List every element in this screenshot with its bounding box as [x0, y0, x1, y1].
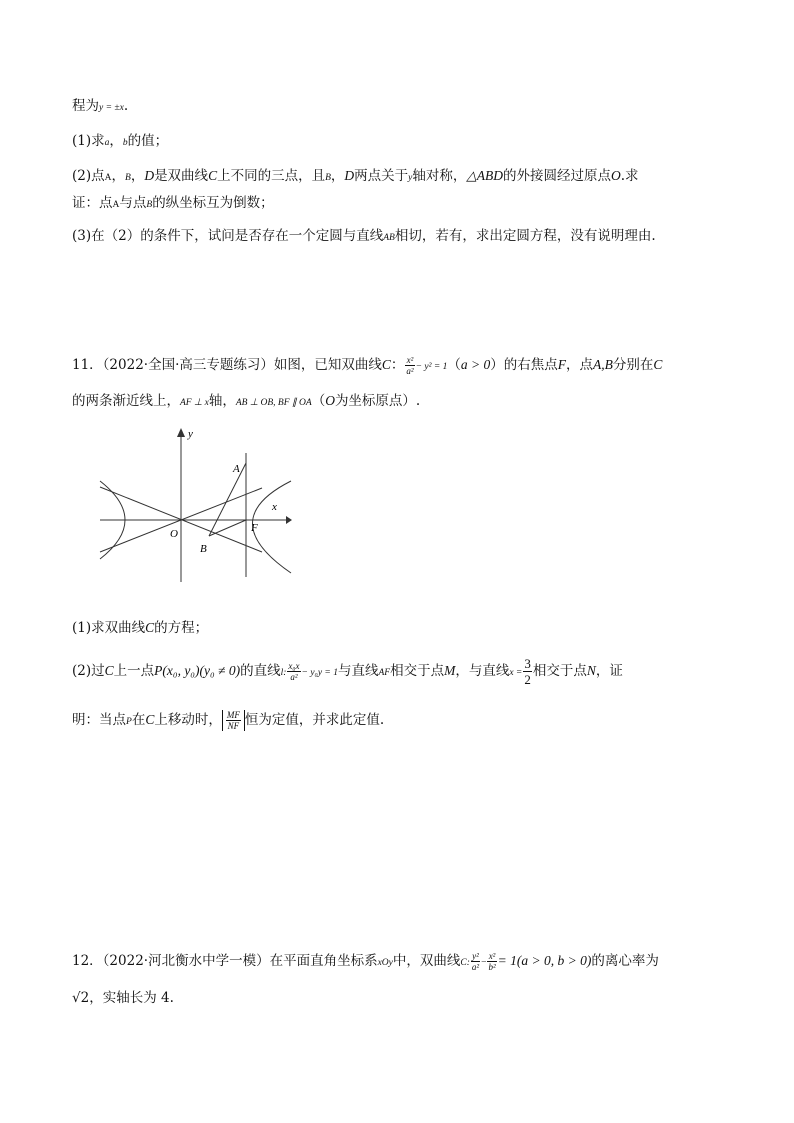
problem11-line1 [72, 355, 662, 377]
text: 12．（2022·河北衡水中学一模）在平面直角坐标系 [72, 953, 378, 969]
text: ， [111, 168, 125, 184]
equation-rest: = 1(a > 0, b > 0) [497, 953, 592, 968]
text: （ [447, 357, 461, 373]
var: xOy [377, 958, 393, 968]
var: C [208, 168, 218, 183]
text: ，证 [595, 663, 623, 679]
label-x: x [272, 501, 277, 513]
text: (2)点 [72, 168, 105, 184]
numerator: x² [488, 951, 496, 961]
var: C [381, 357, 391, 372]
label-B: B [200, 543, 207, 555]
var: M [444, 663, 456, 678]
text: 的两条渐近线上， [72, 393, 180, 409]
text: ： [390, 357, 405, 373]
text: 与点 [119, 195, 147, 211]
text: 上一点 [113, 663, 155, 679]
text: 的纵坐标互为倒数； [152, 195, 274, 211]
text: 轴， [208, 393, 236, 409]
prev-intro-line [72, 96, 128, 118]
text: 的方程； [154, 620, 209, 636]
text: 相交于点 [532, 663, 587, 679]
var: C [145, 712, 155, 727]
prev-q1 [72, 131, 168, 153]
y-axis-arrow [177, 428, 185, 437]
var: F [557, 357, 566, 372]
text: ，与直线 [455, 663, 510, 679]
var: AB [383, 233, 395, 243]
segment-AB [209, 463, 246, 536]
operator: − [481, 958, 487, 968]
text: ，实轴长为 4. [89, 990, 174, 1006]
var: AF [378, 668, 391, 678]
prev-q2-line2 [72, 193, 274, 215]
denominator: b² [488, 962, 496, 972]
condition: AB ⊥ OB, BF ∥ OA [235, 398, 312, 408]
equation-rest: − y₀y = 1 [301, 668, 338, 678]
text: 分别在 [612, 357, 654, 373]
denominator: a² [471, 962, 480, 972]
text: ， [130, 168, 145, 184]
numerator: x₀x [288, 661, 300, 671]
var: A [104, 173, 112, 183]
var: B [146, 200, 153, 210]
text: 相切，若有，求出定圆方程，没有说明理由. [394, 228, 656, 244]
text: (2)过 [72, 663, 105, 679]
problem12-line2 [72, 988, 174, 1008]
segment-BF [209, 520, 246, 536]
text: 明：当点 [72, 712, 126, 728]
text: ， [330, 168, 345, 184]
text: 程为 [72, 98, 99, 114]
text: ， [109, 133, 123, 149]
var: N [586, 663, 596, 678]
numerator: MF [226, 710, 240, 720]
text: ）的右焦点 [490, 357, 558, 373]
equation-rest: − y² = 1 [415, 362, 448, 372]
text: 上移动时， [154, 712, 222, 728]
text: 的值； [127, 133, 169, 149]
var: C: [460, 958, 470, 968]
hyperbola-right-branch [253, 481, 292, 573]
var: C [104, 663, 114, 678]
var: y [408, 173, 413, 183]
text: ，点 [565, 357, 593, 373]
fraction [471, 951, 480, 972]
abs-value [222, 710, 245, 731]
var: C [653, 357, 663, 372]
prev-q2-line1 [72, 166, 639, 188]
label-y: y [188, 428, 193, 440]
label-F: F [251, 522, 258, 534]
label-A: A [233, 463, 240, 475]
text: (1)求 [72, 133, 105, 149]
text: 的直线 [240, 663, 281, 679]
text: . [123, 98, 129, 114]
text: (3)在（2）的条件下，试问是否存在一个定圆与直线 [72, 228, 384, 244]
numerator: 3 [524, 656, 531, 671]
var: B [325, 173, 331, 183]
asymptote-expr: y = ±x [99, 103, 124, 113]
problem11-q2-line1 [72, 656, 623, 687]
condition: AF ⊥ x [180, 398, 209, 408]
var: D [344, 168, 355, 183]
fraction-MF-NF [226, 710, 241, 731]
hyperbola-figure [96, 425, 296, 585]
text: 的外接圆经过原点 [502, 168, 611, 184]
label-O: O [170, 528, 178, 540]
text: 证：点 [72, 195, 113, 211]
condition: a > 0 [460, 357, 491, 372]
text: (1)求双曲线 [72, 620, 146, 636]
var: O [325, 393, 335, 408]
prev-q3 [72, 226, 656, 248]
fraction-3-2 [523, 656, 532, 687]
text: 两点关于 [354, 168, 409, 184]
var: P [126, 717, 132, 727]
text: 是双曲线 [154, 168, 209, 184]
problem11-line2 [72, 391, 420, 413]
text: 11．（2022·全国·高三专题练习）如图，已知双曲线 [72, 357, 382, 373]
line-l: l: [280, 668, 287, 678]
x-eq: x = [509, 668, 523, 678]
var: B [125, 173, 131, 183]
text: （ [311, 393, 326, 409]
var-a: a [104, 138, 110, 148]
text: 与直线 [337, 663, 379, 679]
denominator: 2 [524, 672, 531, 687]
denominator: NF [227, 721, 240, 731]
var: D [144, 168, 155, 183]
var: A,B [592, 357, 613, 372]
var-b: b [122, 138, 128, 148]
fraction [487, 951, 496, 972]
triangle-expr: △ABD [466, 168, 503, 183]
var: O [610, 168, 621, 183]
fraction [287, 661, 300, 682]
text: 在 [131, 712, 146, 728]
denominator: a² [406, 366, 414, 376]
x-axis-arrow [286, 516, 292, 524]
denominator: a² [290, 672, 298, 682]
problem12-line1 [72, 951, 659, 973]
text: 为坐标原点）. [334, 393, 421, 409]
sqrt-2: √2 [72, 990, 90, 1006]
text: 的离心率为 [591, 953, 659, 969]
problem11-q2-line2 [72, 710, 384, 732]
numerator: x² [406, 355, 414, 365]
text: 恒为定值，并求此定值. [244, 712, 385, 728]
text: 上不同的三点，且 [217, 168, 326, 184]
text: 相交于点 [390, 663, 445, 679]
numerator: y² [472, 951, 479, 961]
text: .求 [620, 168, 639, 184]
problem11-q1 [72, 618, 208, 638]
text: 中，双曲线 [392, 953, 461, 969]
fraction [405, 355, 414, 376]
text: 轴对称， [412, 168, 467, 184]
point-P: P(x₀, y₀)(y₀ ≠ 0) [154, 663, 241, 678]
var: A [112, 200, 120, 210]
var: C [145, 620, 155, 635]
